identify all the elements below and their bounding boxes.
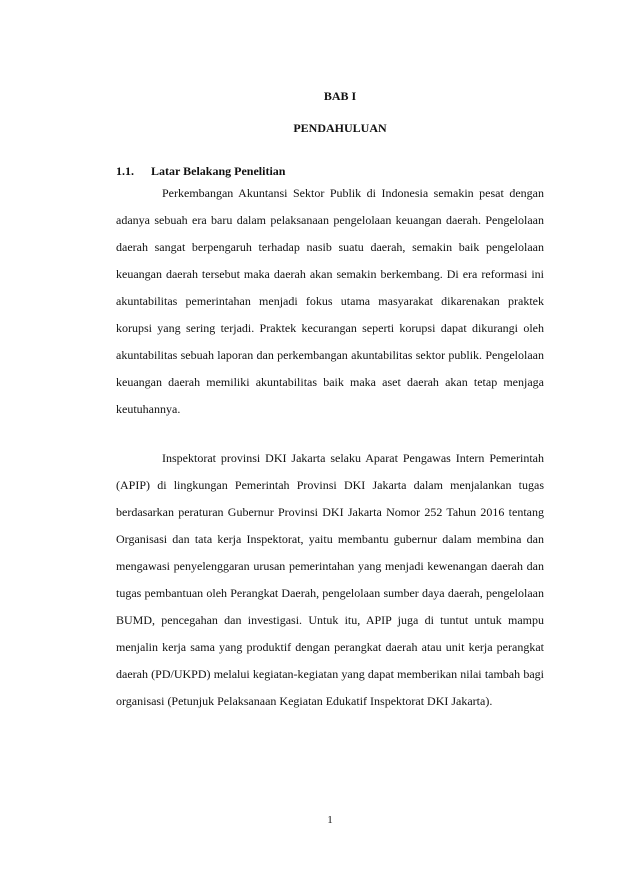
page-number: 1 bbox=[327, 814, 333, 826]
section-number: 1.1. bbox=[116, 164, 134, 178]
paragraph-2: Inspektorat provinsi DKI Jakarta selaku Aparat Pengawas Intern Pemerintah (APIP) di lingkungan Pemerintah Provinsi DKI Jakarta dalam menjalankan tugas berdasarkan peraturan Gubernur Provinsi DKI Jakarta Nomor 252 Tahun 2016 tentang Organisasi dan tata kerja Inspektorat, yaitu membantu gubernur dalam membina dan mengawasi penyelenggaran urusan pemerintahan yang menjadi kewenangan daerah dan tugas pembantuan oleh Perangkat Daerah, pengelolaan sumber daya daerah, pengelolaan BUMD, pencegahan dan investigasi. Untuk itu, APIP juga di tuntut untuk mampu menjalin kerja sama yang produktif dengan perangkat daerah atau unit kerja perangkat daerah (PD/UKPD) melalui kegiatan-kegiatan yang dapat memberikan nilai tambah bagi organisasi (Petunjuk Pelaksanaan Kegiatan Edukatif Inspektorat DKI Jakarta). bbox=[116, 451, 544, 708]
section-heading bbox=[116, 164, 285, 178]
chapter-title: PENDAHULUAN bbox=[293, 121, 387, 135]
section-title: Latar Belakang Penelitian bbox=[151, 164, 286, 178]
chapter-label: BAB I bbox=[323, 89, 357, 103]
paragraph-1: Perkembangan Akuntansi Sektor Publik di Indonesia semakin pesat dengan adanya sebuah era baru dalam pelaksanaan pengelolaan keuangan daerah. Pengelolaan daerah sangat berpengaruh terhadap nasib suatu daerah, semakin baik pengelolaan keuangan daerah tersebut maka daerah akan semakin berkembang. Di era reformasi ini akuntabilitas pemerintahan menjadi fokus utama masyarakat dikarenakan praktek korupsi yang sering terjadi. Praktek kecurangan seperti korupsi dapat dikurangi oleh akuntabilitas sebuah laporan dan perkembangan akuntabilitas sektor publik. Pengelolaan keuangan daerah memiliki akuntabilitas baik maka aset daerah akan tetap menjaga keutuhannya. bbox=[116, 186, 544, 416]
